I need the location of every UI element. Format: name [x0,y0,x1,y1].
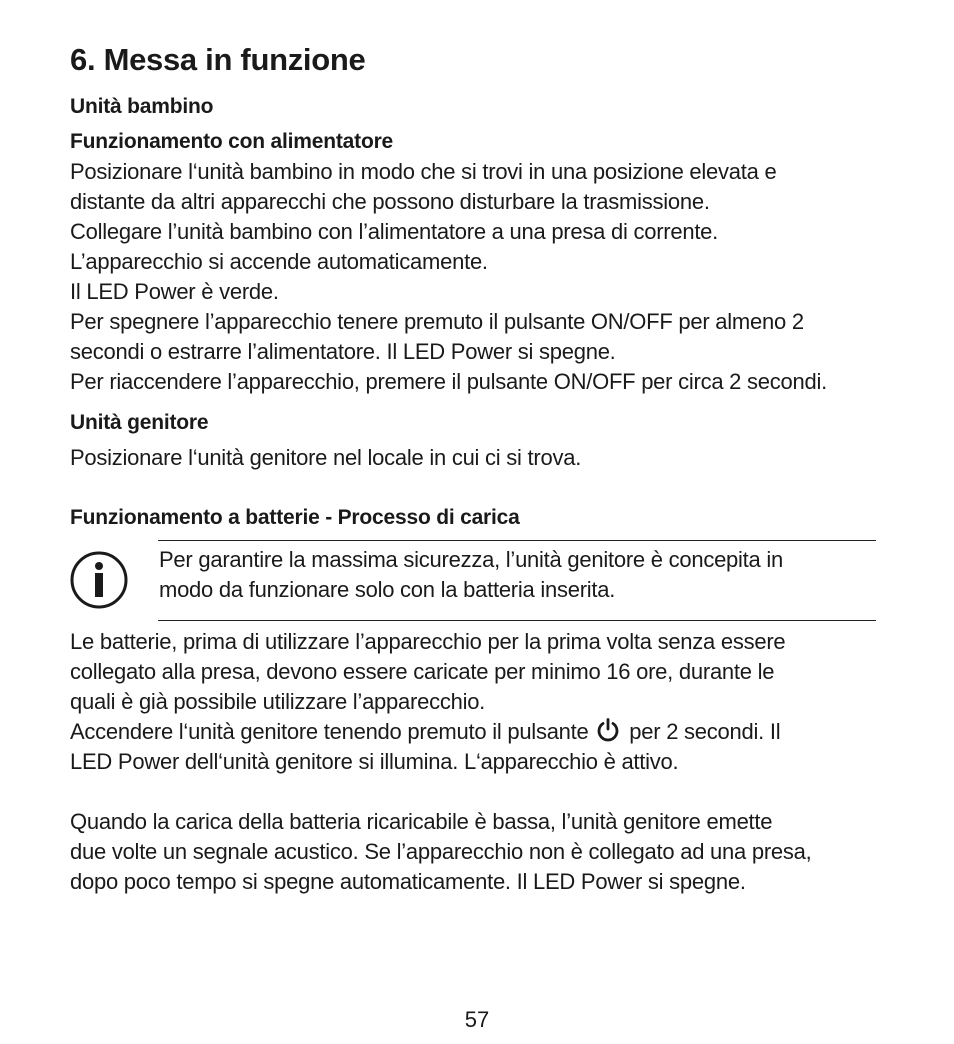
text-line: Per riaccendere l’apparecchio, premere il pulsante ON/OFF per circa 2 secondi. [70,369,827,394]
text-line: secondi o estrarre l’alimentatore. Il LED Power si spegne. [70,339,616,364]
text-line: distante da altri apparecchi che possono disturbare la trasmissione. [70,189,710,214]
text-line: Quando la carica della batteria ricaricabile è bassa, l’unità genitore emette [70,809,773,834]
info-box-bottom-rule [158,620,876,621]
text-line: quali è già possibile utilizzare l’apparecchio. [70,689,486,714]
text-line: LED Power dell‘unità genitore si illumina. L‘apparecchio è attivo. [70,749,679,774]
text-line: modo da funzionare solo con la batteria inserita. [159,577,616,602]
child-unit-heading: Unità bambino [70,95,214,118]
text-line: Per spegnere l’apparecchio tenere premuto il pulsante ON/OFF per almeno 2 [70,309,804,334]
text-line: collegato alla presa, devono essere caricate per minimo 16 ore, durante le [70,659,775,684]
text-line: Collegare l’unità bambino con l’alimentatore a una presa di corrente. [70,219,719,244]
low-battery-text [70,807,812,897]
info-note [159,545,783,605]
page-number: 57 [464,1007,490,1032]
text-fragment: Accendere l‘unità genitore tenendo premuto il pulsante [70,719,589,744]
power-on-line [70,717,785,747]
info-box-top-rule [158,540,876,541]
child-unit-instructions [70,157,827,397]
power-supply-subheading: Funzionamento con alimentatore [70,130,394,153]
text-line: Per garantire la massima sicurezza, l’unità genitore è concepita in [159,547,784,572]
text-line: L’apparecchio si accende automaticamente. [70,249,488,274]
battery-heading: Funzionamento a batterie - Processo di carica [70,506,520,529]
charging-instructions [70,627,785,777]
text-line: Il LED Power è verde. [70,279,279,304]
info-icon [70,551,128,609]
power-icon [595,717,621,743]
text-line: Le batterie, prima di utilizzare l’apparecchio per la prima volta senza essere [70,629,786,654]
text-line: dopo poco tempo si spegne automaticamente. Il LED Power si spegne. [70,869,746,894]
text-fragment: per 2 secondi. Il [629,719,781,744]
parent-unit-text: Posizionare l‘unità genitore nel locale in cui ci si trova. [70,445,582,470]
text-line: Posizionare l‘unità bambino in modo che si trovi in una posizione elevata e [70,159,777,184]
parent-unit-heading: Unità genitore [70,411,209,434]
text-line: due volte un segnale acustico. Se l’apparecchio non è collegato ad una presa, [70,839,812,864]
section-title: 6. Messa in funzione [70,42,366,77]
